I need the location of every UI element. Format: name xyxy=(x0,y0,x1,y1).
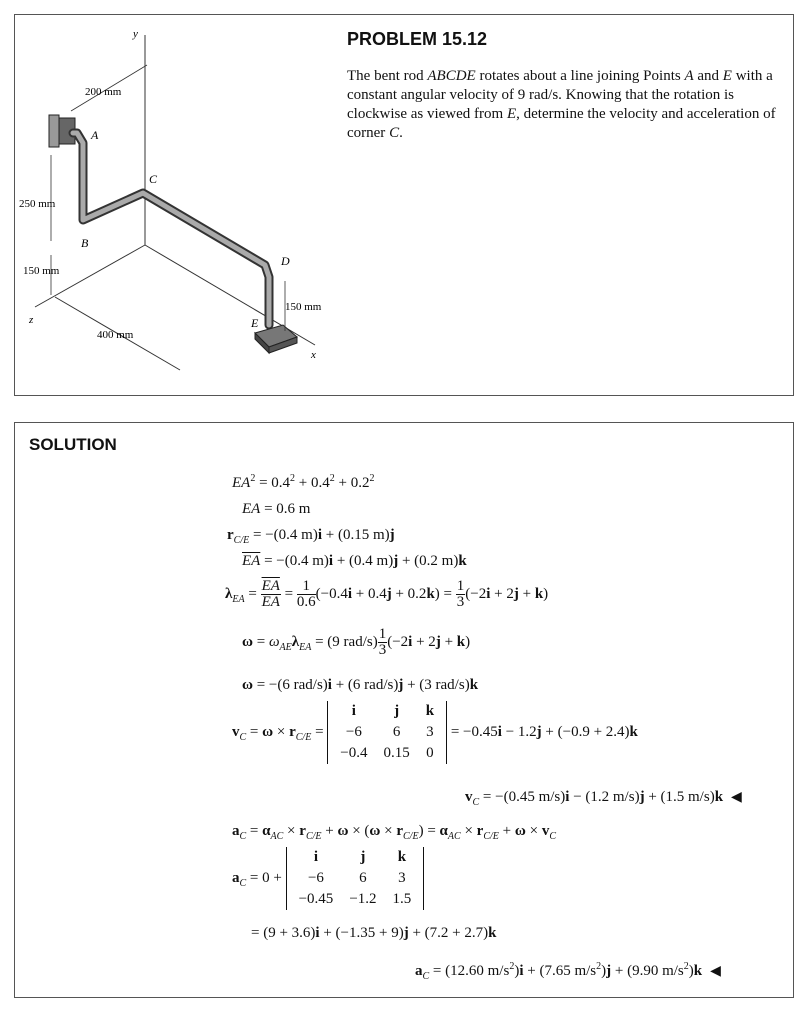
point-a-label: A xyxy=(91,128,99,142)
dim-400: 400 mm xyxy=(97,329,134,341)
determinant-row xyxy=(291,889,420,910)
answer-arrow-icon: ◀ xyxy=(731,790,742,805)
eq-r-ce: $r_{C/E} = -(0.4$ m)i + (0.15 m)j xyxy=(227,527,395,546)
eq-ac-determinant: $a_C = 0$ + i j k −6 6 3 −0.45 −1.2 1.5 xyxy=(232,847,424,910)
dim-150-right: 150 mm xyxy=(285,301,322,313)
dim-150-left: 150 mm xyxy=(23,265,60,277)
determinant-cell: 0.15 xyxy=(383,745,410,761)
y-axis-label: y xyxy=(133,28,138,40)
dim-250: 250 mm xyxy=(19,198,56,210)
answer-arrow-icon: ◀ xyxy=(710,964,721,979)
determinant-cell: i xyxy=(313,849,319,865)
determinant-cell: −0.4 xyxy=(340,745,368,761)
determinant-row xyxy=(291,847,420,868)
determinant-cell: k xyxy=(425,703,435,719)
z-axis-label: z xyxy=(29,314,34,326)
bent-rod xyxy=(73,133,269,325)
eq-ac-definition: $a_C = \alpha_{AC} \times r_{C/E} + \omega \times (\omega \times r_{C/E}) = \alpha_{AC} \times r_{C/E} + \omega \times v_C$ xyxy=(232,823,556,842)
answer-ac: $a_C = (12.60$ $m/s^2)i + (7.65$ $m/s^2)j + (9.90$ $m/s^2)k$ ◀ xyxy=(415,961,721,982)
solution-title: SOLUTION xyxy=(29,435,117,454)
point-c-label: C xyxy=(149,172,158,186)
determinant-cell: k xyxy=(397,849,407,865)
determinant-cell: −1.2 xyxy=(349,891,377,907)
determinant-2 xyxy=(286,847,425,910)
eq-vc-determinant: $v_C = \omega \times r_{C/E}$ = i j k −6 6 3 −0.4 0.15 0 = −0.45i − 1.2j + (−0.9 + 2.4)k xyxy=(232,701,638,764)
problem-title: PROBLEM 15.12 xyxy=(347,29,488,49)
problem-statement: The bent rod ABCDE rotates about a line joining Points A and E with a constant angular velocity of 9 rad/s. Knowing that the rotation is clockwise as viewed from E, determine the velocity and acceleration of corner C. xyxy=(347,68,776,141)
point-d-label: D xyxy=(281,254,290,268)
determinant-cell: 6 xyxy=(392,724,401,740)
eq-ea: EA = 0.6 m xyxy=(242,501,311,517)
answer-vc: $v_C = -(0.45$ m/s)i − (1.2 m/s)j + (1.5 m/s)k ◀ xyxy=(465,789,742,808)
eq-ea-squared: $EA^2 = 0.4^2 + 0.4^2 + 0.2^2$ xyxy=(232,473,375,491)
determinant-cell: 6 xyxy=(359,870,367,886)
determinant-row xyxy=(291,868,420,889)
determinant-cell: i xyxy=(351,703,356,719)
determinant-cell: j xyxy=(360,849,366,865)
determinant-cell: −0.45 xyxy=(298,891,334,907)
dim-200: 200 mm xyxy=(85,86,122,98)
solution-panel xyxy=(14,422,794,998)
determinant-1 xyxy=(327,701,447,764)
eq-omega: $\omega = \omega_{AE}\lambda_{EA} = (9$ rad/s) $\frac{1}{3}$ (−2i + 2j + k) xyxy=(242,626,471,658)
point-e-label: E xyxy=(251,316,259,330)
determinant-cell: 1.5 xyxy=(392,891,412,907)
determinant-cell: −6 xyxy=(345,724,362,740)
eq-ea-vector: $\overline{EA} = -(0.4$ m)i + (0.4 m)j + (0.2 m)k xyxy=(242,553,467,569)
determinant-row xyxy=(332,743,442,764)
eq-omega-result: ω = −(6 rad/s)i + (6 rad/s)j + (3 rad/s)k xyxy=(242,677,479,693)
determinant-cell: j xyxy=(394,703,400,719)
eq-ac-expanded: = (9 + 3.6)i + (−1.35 + 9)j + (7.2 + 2.7)k xyxy=(251,925,497,941)
determinant-cell: 3 xyxy=(398,870,406,886)
problem-panel xyxy=(14,14,794,396)
determinant-cell: 3 xyxy=(426,724,434,740)
point-b-label: B xyxy=(81,236,89,250)
determinant-cell: −6 xyxy=(307,870,324,886)
determinant-row xyxy=(332,722,442,743)
determinant-row xyxy=(332,701,442,722)
eq-lambda: $\lambda_{EA}$ = $\frac{\overline{EA}}{EA}$ = $\frac{1}{0.6}$ (−0.4i + 0.4j + 0.2k) = $\frac{1}{3}$ (−2i + 2j + k) xyxy=(225,578,549,610)
determinant-cell: 0 xyxy=(426,745,434,761)
bent-rod-figure xyxy=(15,15,345,395)
x-axis-label: x xyxy=(311,349,316,361)
